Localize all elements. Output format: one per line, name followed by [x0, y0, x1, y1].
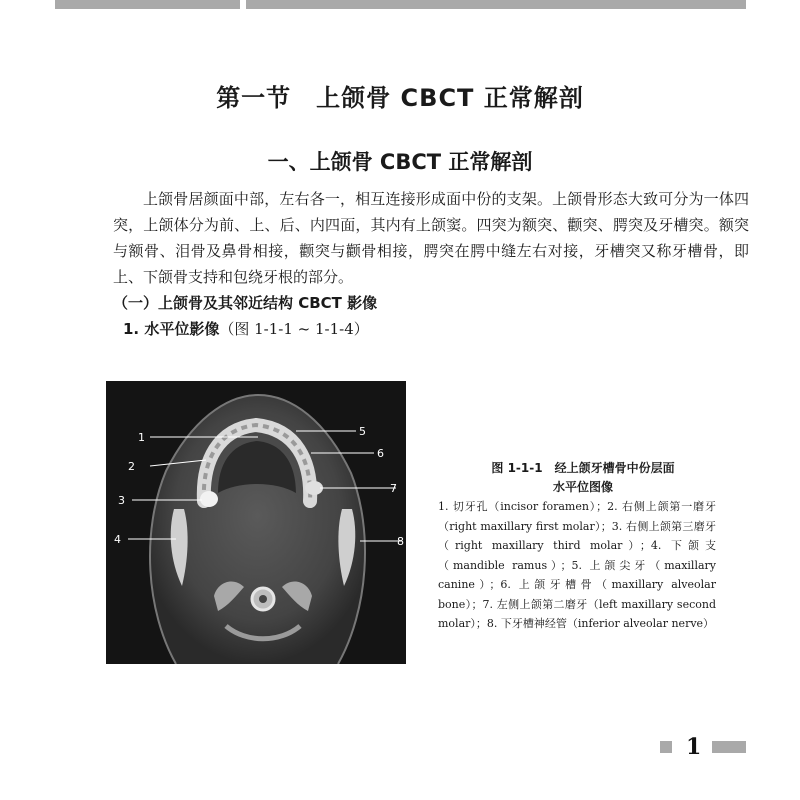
- subheading-axial-label: 1. 水平位影像: [123, 320, 220, 338]
- cbct-scan-drawing: [106, 381, 406, 664]
- label-5: 5: [359, 425, 366, 438]
- label-7: 7: [390, 482, 397, 495]
- header-rule-right: [246, 0, 746, 9]
- label-4: 4: [114, 533, 121, 546]
- section-title: 一、上颌骨 CBCT 正常解剖: [267, 150, 533, 174]
- subheading-structures: （一）上颌骨及其邻近结构 CBCT 影像: [113, 294, 378, 312]
- subheading-axial: [123, 318, 369, 339]
- page-number-marker: [660, 741, 672, 753]
- vertebral-canal: [259, 595, 267, 603]
- label-8: 8: [397, 535, 404, 548]
- label-6: 6: [377, 447, 384, 460]
- caption-title-line-1: 图 1-1-1 经上颌牙槽骨中份层面: [491, 461, 675, 475]
- figure-caption-text: 1. 切牙孔（incisor foramen）；2. 右侧上颌第一磨牙（right maxillary first molar）；3. 右侧上颌第三磨牙（right maxillary third molar）；4. 下颌支（mandible ramus）；5. 上颌尖牙（maxillary canine）；6. 上颌牙槽骨（maxillary alveolar bone）；7. 左侧上颌第二磨牙（left maxillary second molar）；8. 下牙槽神经管（inferior alveolar nerve）: [438, 500, 716, 630]
- body-paragraph: 上颌骨居颜面中部，左右各一，相互连接形成面中份的支架。上颌骨形态大致可分为一体四突，上颌体分为前、上、后、内四面，其内有上颌窦。四突为额突、颧突、腭突及牙槽突。额突与额骨、泪骨及鼻骨相接，颧突与颧骨相接，腭突在腭中缝左右对接，牙槽突又称牙槽骨，即上、下颌骨支持和包绕牙根的部分。: [113, 190, 749, 286]
- chapter-title: 第一节 上颌骨 CBCT 正常解剖: [216, 84, 584, 112]
- page-number: 1: [686, 734, 702, 760]
- header-rule-left: [55, 0, 240, 9]
- label-1: 1: [138, 431, 145, 444]
- cbct-axial-image: [106, 381, 406, 664]
- label-2: 2: [128, 460, 135, 473]
- figure-caption-title: [438, 459, 728, 497]
- caption-title-line-2: 水平位图像: [552, 480, 613, 494]
- page-number-bar: [712, 741, 746, 753]
- label-3: 3: [118, 494, 125, 507]
- subheading-axial-ref: （图 1-1-1 ~ 1-1-4）: [219, 320, 369, 338]
- right-third-molar: [200, 491, 218, 507]
